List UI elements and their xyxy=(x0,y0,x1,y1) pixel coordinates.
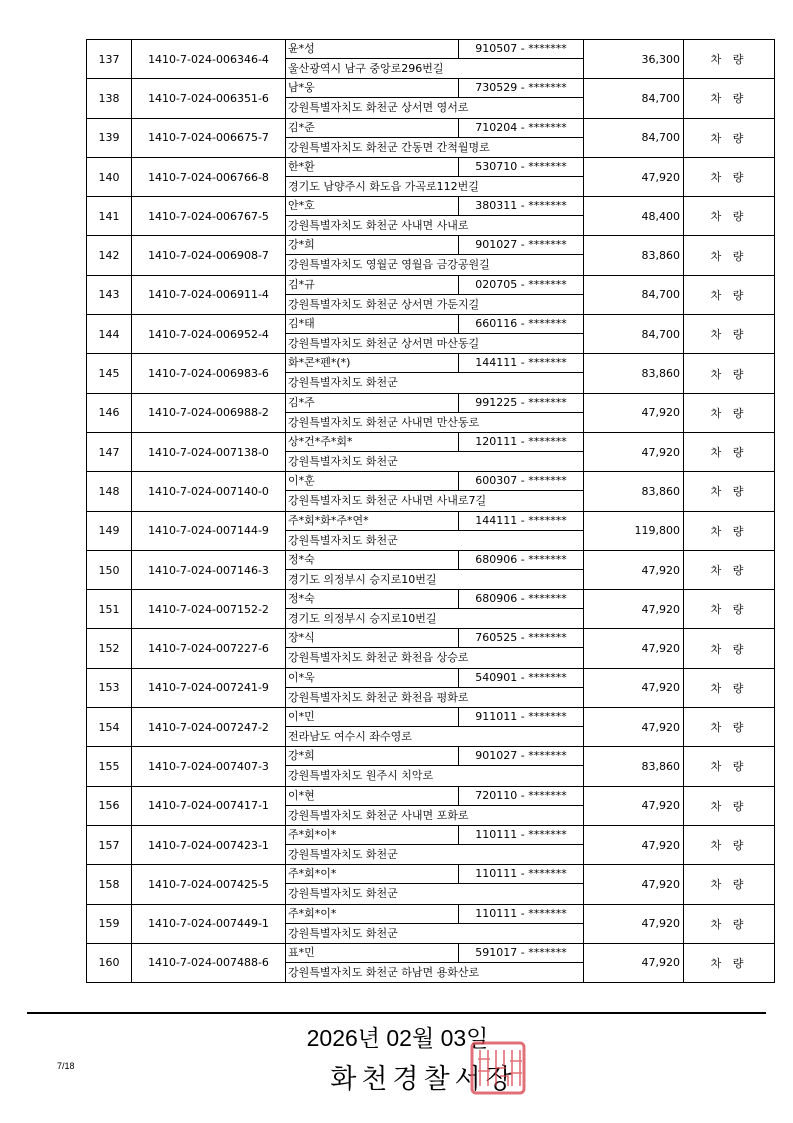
address: 강원특별자치도 화천군 xyxy=(288,533,398,547)
item-type: 차 량 xyxy=(684,118,775,157)
case-id: 1410-7-024-007152-2 xyxy=(132,590,286,629)
item-type: 차 량 xyxy=(684,668,775,707)
amount: 47,920 xyxy=(584,629,684,668)
address: 강원특별자치도 원주시 치악로 xyxy=(288,769,434,783)
person-cell xyxy=(286,236,584,275)
address: 강원특별자치도 화천군 xyxy=(288,847,398,861)
birth-date: 910507 - ******* xyxy=(475,42,567,55)
table-row xyxy=(87,943,775,982)
amount: 83,860 xyxy=(584,354,684,393)
person-cell xyxy=(286,747,584,786)
person-cell xyxy=(286,393,584,432)
address: 강원특별자치도 화천군 상서면 마산동길 xyxy=(288,337,480,351)
person-cell xyxy=(286,472,584,511)
address: 강원특별자치도 영월군 영월읍 금강공원길 xyxy=(288,258,490,272)
table-row xyxy=(87,472,775,511)
item-type: 차 량 xyxy=(684,315,775,354)
row-number: 158 xyxy=(87,865,132,904)
person-name: 김*주 xyxy=(286,394,459,412)
person-name: 주*회*이* xyxy=(286,865,459,883)
birth-date: 660116 - ******* xyxy=(475,317,567,331)
case-id: 1410-7-024-007425-5 xyxy=(132,865,286,904)
table-row xyxy=(87,315,775,354)
item-type: 차 량 xyxy=(684,747,775,786)
case-id: 1410-7-024-007247-2 xyxy=(132,708,286,747)
person-name: 정*숙 xyxy=(286,590,459,608)
item-type: 차 량 xyxy=(684,865,775,904)
table-row xyxy=(87,393,775,432)
address: 강원특별자치도 화천군 xyxy=(288,926,398,940)
table-row xyxy=(87,118,775,157)
amount: 47,920 xyxy=(584,943,684,982)
case-id: 1410-7-024-006346-4 xyxy=(132,40,286,79)
row-number: 141 xyxy=(87,197,132,236)
person-cell xyxy=(286,197,584,236)
address: 경기도 남양주시 화도읍 가곡로112번길 xyxy=(288,179,479,193)
address: 강원특별자치도 화천군 사내면 사내로7길 xyxy=(288,494,487,508)
person-name: 주*회*화*주*연* xyxy=(286,512,459,530)
person-cell xyxy=(286,432,584,471)
table-row xyxy=(87,511,775,550)
birth-date: 710204 - ******* xyxy=(475,120,567,134)
person-cell xyxy=(286,354,584,393)
birth-date: 120111 - ******* xyxy=(475,434,567,448)
person-cell xyxy=(286,40,584,79)
row-number: 155 xyxy=(87,747,132,786)
row-number: 146 xyxy=(87,393,132,432)
amount: 84,700 xyxy=(584,315,684,354)
birth-date: 901027 - ******* xyxy=(475,749,567,763)
row-number: 159 xyxy=(87,904,132,943)
address: 강원특별자치도 화천군 사내면 포화로 xyxy=(288,808,469,822)
table-row xyxy=(87,354,775,393)
birth-date: 380311 - ******* xyxy=(475,199,567,213)
amount: 119,800 xyxy=(584,511,684,550)
item-type: 차 량 xyxy=(684,629,775,668)
person-name: 화*콘*펜*(*) xyxy=(286,354,459,372)
row-number: 139 xyxy=(87,118,132,157)
case-id: 1410-7-024-006988-2 xyxy=(132,393,286,432)
case-id: 1410-7-024-006911-4 xyxy=(132,275,286,314)
table-row xyxy=(87,275,775,314)
row-number: 149 xyxy=(87,511,132,550)
amount: 84,700 xyxy=(584,79,684,118)
person-name: 주*회*이* xyxy=(286,826,459,844)
item-type: 차 량 xyxy=(684,550,775,589)
amount: 47,920 xyxy=(584,432,684,471)
person-cell xyxy=(286,904,584,943)
item-type: 차 량 xyxy=(684,432,775,471)
item-type: 차 량 xyxy=(684,786,775,825)
person-cell xyxy=(286,708,584,747)
amount: 47,920 xyxy=(584,590,684,629)
person-cell xyxy=(286,275,584,314)
item-type: 차 량 xyxy=(684,943,775,982)
address: 강원특별자치도 화천군 화천읍 상승로 xyxy=(288,651,469,665)
amount: 83,860 xyxy=(584,472,684,511)
case-id: 1410-7-024-006351-6 xyxy=(132,79,286,118)
case-id: 1410-7-024-007417-1 xyxy=(132,786,286,825)
person-cell xyxy=(286,668,584,707)
amount: 84,700 xyxy=(584,275,684,314)
birth-date: 680906 - ******* xyxy=(475,592,567,606)
address: 경기도 의정부시 승지로10번길 xyxy=(288,612,437,626)
row-number: 148 xyxy=(87,472,132,511)
item-type: 차 량 xyxy=(684,904,775,943)
address: 강원특별자치도 화천군 xyxy=(288,376,398,390)
amount: 47,920 xyxy=(584,786,684,825)
table-row xyxy=(87,747,775,786)
person-name: 상*건*주*회* xyxy=(286,433,459,451)
case-id: 1410-7-024-007449-1 xyxy=(132,904,286,943)
address: 전라남도 여수시 좌수영로 xyxy=(288,730,412,744)
birth-date: 020705 - ******* xyxy=(475,277,567,291)
amount: 84,700 xyxy=(584,118,684,157)
amount: 48,400 xyxy=(584,197,684,236)
birth-date: 720110 - ******* xyxy=(475,788,567,802)
case-id: 1410-7-024-006952-4 xyxy=(132,315,286,354)
table-row xyxy=(87,79,775,118)
case-id: 1410-7-024-007241-9 xyxy=(132,668,286,707)
row-number: 156 xyxy=(87,786,132,825)
case-id: 1410-7-024-007140-0 xyxy=(132,472,286,511)
address: 강원특별자치도 화천군 사내면 사내로 xyxy=(288,219,469,233)
case-id: 1410-7-024-006983-6 xyxy=(132,354,286,393)
address: 경기도 의정부시 승지로10번길 xyxy=(288,572,437,586)
person-cell xyxy=(286,943,584,982)
amount: 47,920 xyxy=(584,825,684,864)
person-cell xyxy=(286,118,584,157)
row-number: 137 xyxy=(87,40,132,79)
item-type: 차 량 xyxy=(684,236,775,275)
person-cell xyxy=(286,629,584,668)
birth-date: 991225 - ******* xyxy=(475,395,567,409)
amount: 47,920 xyxy=(584,708,684,747)
issuing-office: 화천경찰서장 xyxy=(330,1064,517,1094)
birth-date: 110111 - ******* xyxy=(475,827,567,841)
address: 강원특별자치도 화천군 상서면 영서로 xyxy=(288,101,469,115)
row-number: 154 xyxy=(87,708,132,747)
birth-date: 110111 - ******* xyxy=(475,867,567,881)
person-cell xyxy=(286,865,584,904)
item-type: 차 량 xyxy=(684,472,775,511)
person-cell xyxy=(286,157,584,196)
records-table xyxy=(86,39,775,983)
item-type: 차 량 xyxy=(684,275,775,314)
table-row xyxy=(87,590,775,629)
birth-date: 760525 - ******* xyxy=(475,631,567,645)
case-id: 1410-7-024-007227-6 xyxy=(132,629,286,668)
item-type: 차 량 xyxy=(684,40,775,79)
person-name: 김*규 xyxy=(286,276,459,294)
row-number: 145 xyxy=(87,354,132,393)
person-cell xyxy=(286,79,584,118)
row-number: 150 xyxy=(87,550,132,589)
row-number: 151 xyxy=(87,590,132,629)
item-type: 차 량 xyxy=(684,708,775,747)
item-type: 차 량 xyxy=(684,825,775,864)
person-name: 이*욱 xyxy=(286,669,459,687)
item-type: 차 량 xyxy=(684,79,775,118)
table-row xyxy=(87,904,775,943)
case-id: 1410-7-024-007146-3 xyxy=(132,550,286,589)
amount: 83,860 xyxy=(584,236,684,275)
table-row xyxy=(87,865,775,904)
footer-divider xyxy=(27,1012,766,1014)
birth-date: 911011 - ******* xyxy=(475,710,567,724)
amount: 47,920 xyxy=(584,157,684,196)
row-number: 157 xyxy=(87,825,132,864)
official-seal-stamp xyxy=(470,1041,526,1095)
address: 강원특별자치도 화천군 xyxy=(288,887,398,901)
issue-date: 2026년 02월 03일 xyxy=(306,1025,489,1051)
table-row xyxy=(87,786,775,825)
item-type: 차 량 xyxy=(684,157,775,196)
table-row xyxy=(87,432,775,471)
table-row xyxy=(87,40,775,79)
person-name: 김*태 xyxy=(286,315,459,333)
person-cell xyxy=(286,550,584,589)
case-id: 1410-7-024-006675-7 xyxy=(132,118,286,157)
amount: 47,920 xyxy=(584,393,684,432)
row-number: 142 xyxy=(87,236,132,275)
amount: 47,920 xyxy=(584,550,684,589)
item-type: 차 량 xyxy=(684,393,775,432)
birth-date: 110111 - ******* xyxy=(475,906,567,920)
birth-date: 144111 - ******* xyxy=(475,356,567,370)
page-number: 7/18 xyxy=(57,1061,75,1071)
row-number: 152 xyxy=(87,629,132,668)
case-id: 1410-7-024-006767-5 xyxy=(132,197,286,236)
birth-date: 901027 - ******* xyxy=(475,238,567,252)
address: 강원특별자치도 화천군 상서면 가둔지길 xyxy=(288,297,480,311)
birth-date: 591017 - ******* xyxy=(475,945,567,959)
case-id: 1410-7-024-007488-6 xyxy=(132,943,286,982)
table-row xyxy=(87,197,775,236)
person-name: 남*웅 xyxy=(286,79,459,97)
amount: 47,920 xyxy=(584,865,684,904)
address: 울산광역시 남구 중앙로296번길 xyxy=(288,62,444,75)
person-name: 김*준 xyxy=(286,119,459,137)
birth-date: 730529 - ******* xyxy=(475,81,567,95)
case-id: 1410-7-024-007407-3 xyxy=(132,747,286,786)
person-cell xyxy=(286,315,584,354)
address: 강원특별자치도 화천군 사내면 만산동로 xyxy=(288,415,480,429)
person-name: 윤*성 xyxy=(286,40,459,58)
row-number: 138 xyxy=(87,79,132,118)
case-id: 1410-7-024-007423-1 xyxy=(132,825,286,864)
table-row xyxy=(87,550,775,589)
row-number: 160 xyxy=(87,943,132,982)
item-type: 차 량 xyxy=(684,197,775,236)
table-row xyxy=(87,708,775,747)
person-cell xyxy=(286,786,584,825)
birth-date: 540901 - ******* xyxy=(475,670,567,684)
row-number: 153 xyxy=(87,668,132,707)
row-number: 140 xyxy=(87,157,132,196)
row-number: 147 xyxy=(87,432,132,471)
amount: 83,860 xyxy=(584,747,684,786)
amount: 36,300 xyxy=(584,40,684,79)
case-id: 1410-7-024-006908-7 xyxy=(132,236,286,275)
person-name: 장*식 xyxy=(286,629,459,647)
person-cell xyxy=(286,511,584,550)
table-row xyxy=(87,236,775,275)
row-number: 143 xyxy=(87,275,132,314)
row-number: 144 xyxy=(87,315,132,354)
amount: 47,920 xyxy=(584,668,684,707)
person-cell xyxy=(286,825,584,864)
table-row xyxy=(87,157,775,196)
table-row xyxy=(87,629,775,668)
person-name: 주*회*이* xyxy=(286,905,459,923)
person-name: 한*환 xyxy=(286,158,459,176)
person-name: 정*숙 xyxy=(286,551,459,569)
address: 강원특별자치도 화천군 하남면 용화산로 xyxy=(288,965,480,979)
person-name: 강*희 xyxy=(286,236,459,254)
item-type: 차 량 xyxy=(684,590,775,629)
item-type: 차 량 xyxy=(684,511,775,550)
birth-date: 600307 - ******* xyxy=(475,474,567,488)
person-name: 이*민 xyxy=(286,708,459,726)
person-name: 표*민 xyxy=(286,944,459,962)
person-name: 안*호 xyxy=(286,197,459,215)
amount: 47,920 xyxy=(584,904,684,943)
birth-date: 144111 - ******* xyxy=(475,513,567,527)
address: 강원특별자치도 화천군 화천읍 평화로 xyxy=(288,690,469,704)
table-row xyxy=(87,668,775,707)
birth-date: 680906 - ******* xyxy=(475,552,567,566)
address: 강원특별자치도 화천군 간동면 간척월명로 xyxy=(288,140,490,154)
item-type: 차 량 xyxy=(684,354,775,393)
person-name: 이*현 xyxy=(286,787,459,805)
person-cell xyxy=(286,590,584,629)
table-row xyxy=(87,825,775,864)
address: 강원특별자치도 화천군 xyxy=(288,454,398,468)
case-id: 1410-7-024-006766-8 xyxy=(132,157,286,196)
case-id: 1410-7-024-007144-9 xyxy=(132,511,286,550)
person-name: 이*훈 xyxy=(286,472,459,490)
person-name: 강*희 xyxy=(286,747,459,765)
birth-date: 530710 - ******* xyxy=(475,159,567,173)
case-id: 1410-7-024-007138-0 xyxy=(132,432,286,471)
